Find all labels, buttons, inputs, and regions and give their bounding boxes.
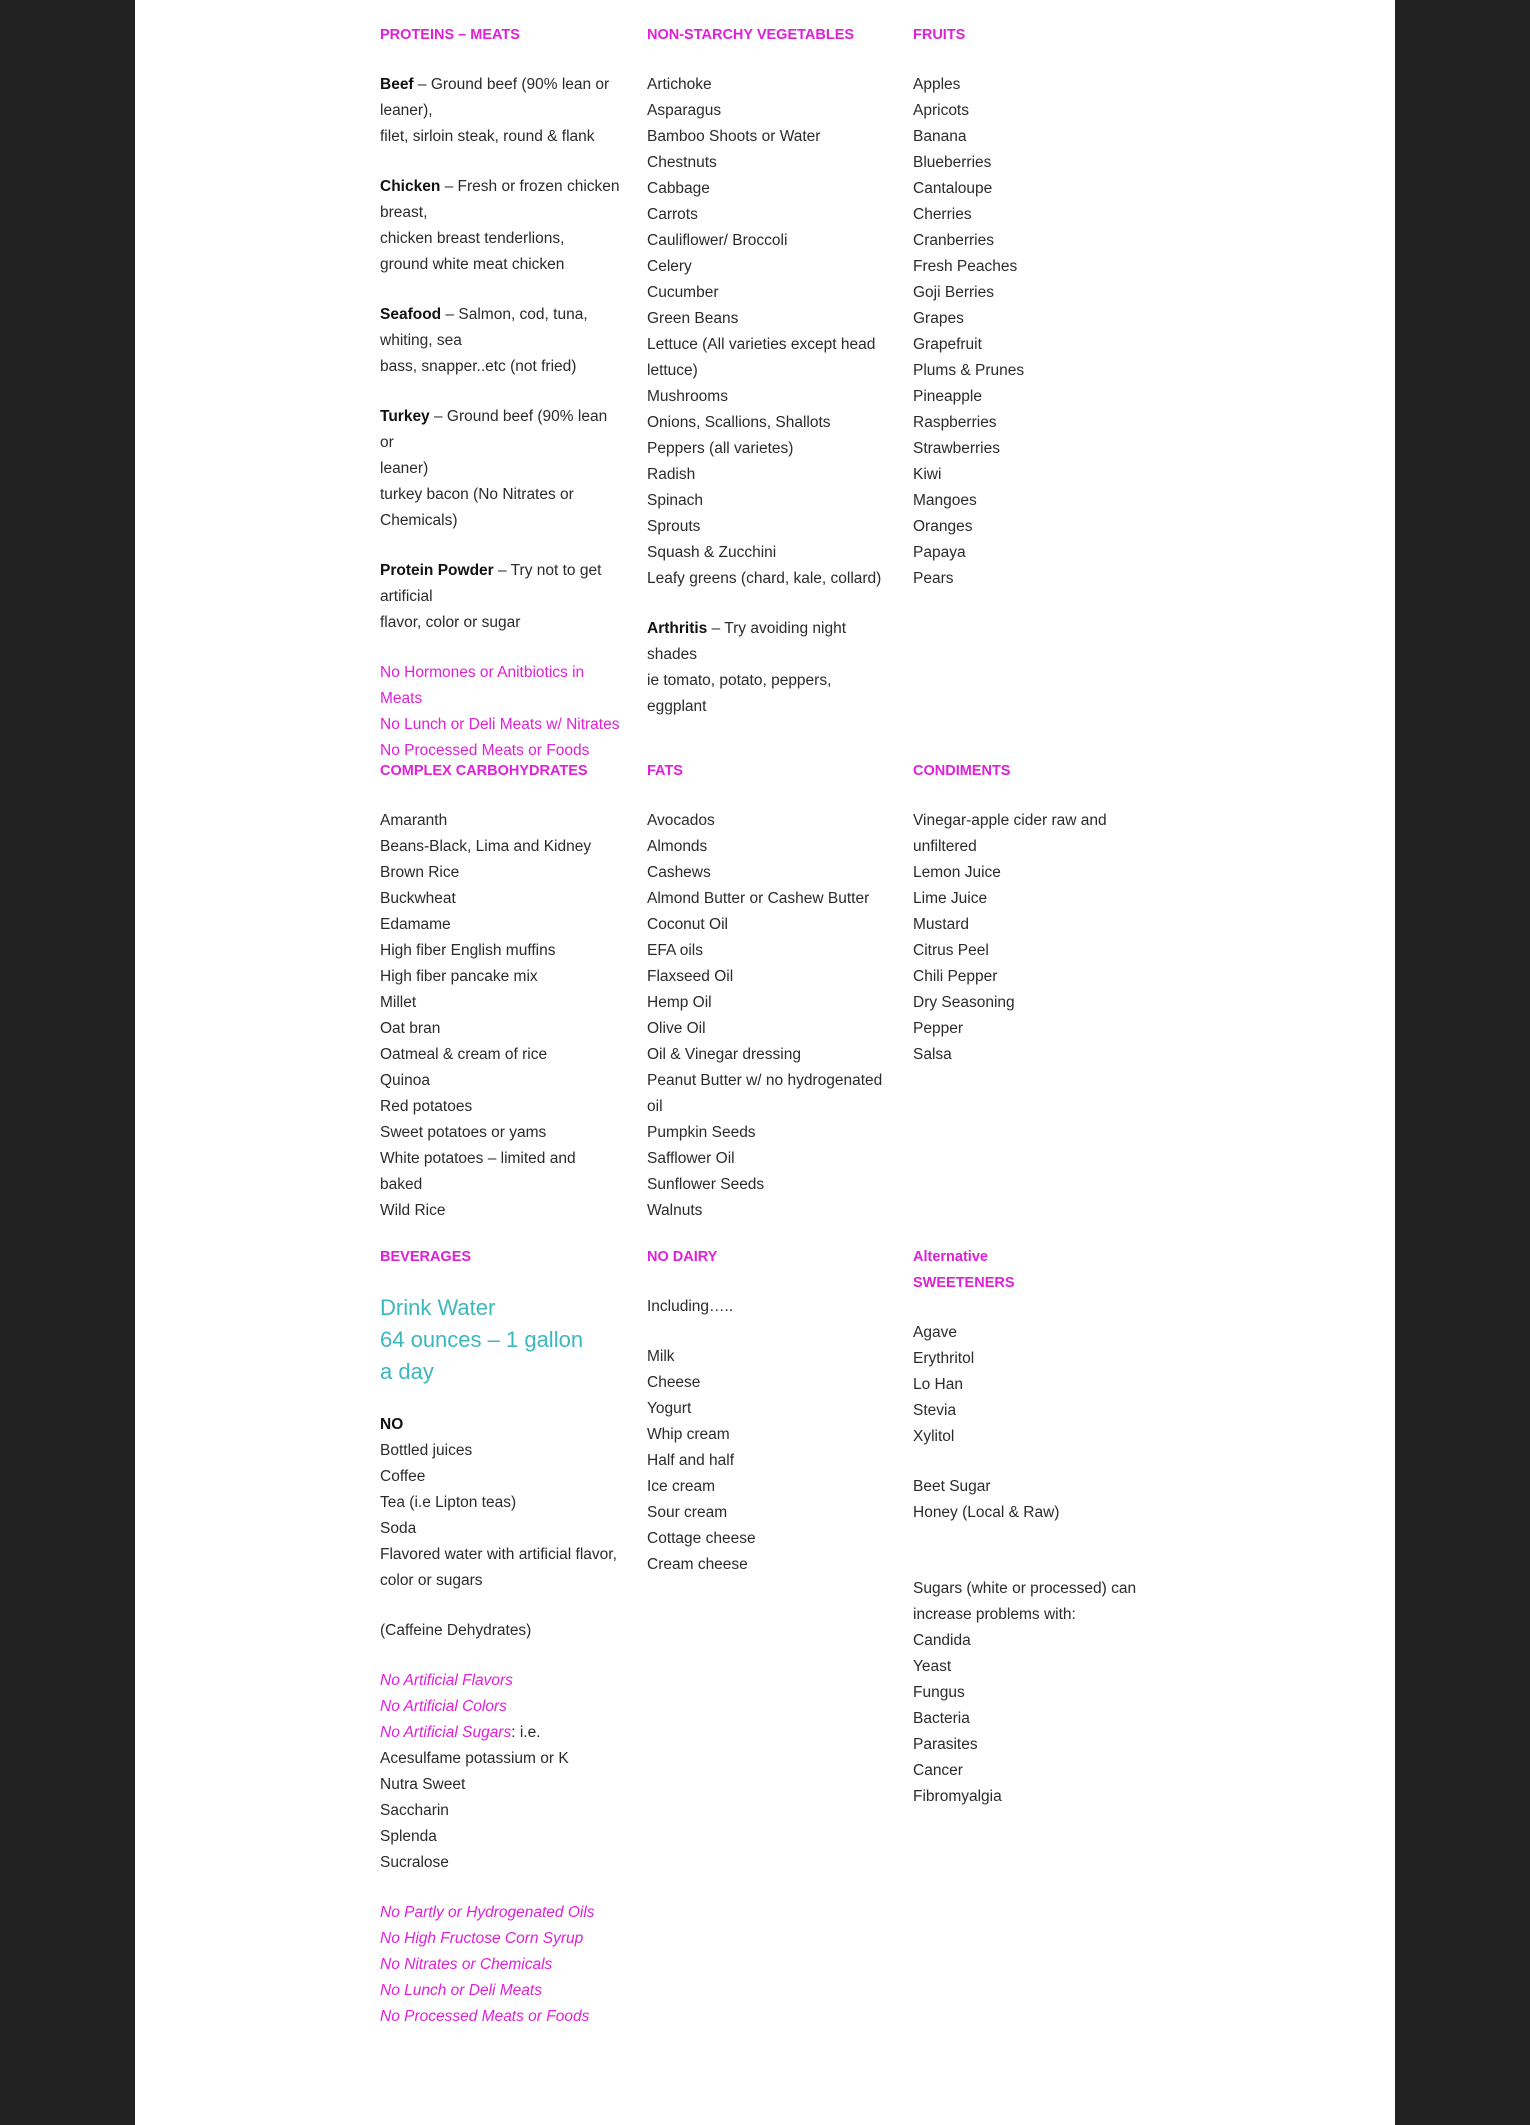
list-item: Asparagus (647, 102, 722, 119)
list-item: Splenda (380, 1828, 437, 1845)
fruits-heading: FRUITS (913, 27, 966, 43)
no-label: NO (380, 1416, 404, 1433)
list-item: Sucralose (380, 1854, 449, 1871)
list-item: Honey (Local & Raw) (913, 1504, 1060, 1521)
list-item: Dry Seasoning (913, 994, 1015, 1011)
final-note: No Partly or Hydrogenated Oils (380, 1904, 595, 1921)
protein-desc: artificial (380, 588, 433, 605)
list-item: Beet Sugar (913, 1478, 991, 1495)
list-item: Fungus (913, 1684, 965, 1701)
list-item: Safflower Oil (647, 1150, 735, 1167)
protein-name: Seafood (380, 306, 442, 323)
list-item: Yogurt (647, 1400, 692, 1417)
list-item: Cucumber (647, 284, 719, 301)
list-item: Amaranth (380, 812, 448, 829)
list-item: Lettuce (All varieties except head (647, 336, 876, 353)
vegetables-list (647, 72, 887, 592)
list-item: Bamboo Shoots or Water Chestnuts (647, 128, 821, 171)
list-item: High fiber English muffins (380, 942, 556, 959)
protein-desc: ground white meat chicken (380, 256, 565, 273)
protein-desc: bass, snapper..etc (not fried) (380, 358, 577, 375)
list-item: Bottled juices (380, 1442, 473, 1459)
list-item: Cranberries (913, 232, 994, 249)
list-item: Lime Juice (913, 890, 988, 907)
list-item: Oatmeal & cream of rice (380, 1046, 548, 1063)
protein-note: No Lunch or Deli Meats w/ Nitrates (380, 716, 620, 733)
list-item: White potatoes – limited and baked (380, 1150, 576, 1193)
list-item: Oil & Vinegar dressing (647, 1046, 801, 1063)
protein-desc: – Salmon, cod, tuna, (441, 306, 588, 323)
list-item: Apricots (913, 102, 969, 119)
caffeine-note (380, 1618, 620, 1644)
list-item: Cherries (913, 206, 972, 223)
list-item: Apples (913, 76, 961, 93)
fats-heading: FATS (647, 763, 683, 779)
protein-item-chicken (380, 174, 620, 278)
list-item: Tea (i.e Lipton teas) (380, 1494, 517, 1511)
caffeine-text: (Caffeine Dehydrates) (380, 1622, 532, 1639)
list-item: Parasites (913, 1736, 978, 1753)
protein-desc: leaner) (380, 460, 429, 477)
protein-note: No Hormones or Anitbiotics in (380, 664, 585, 681)
list-item: Strawberries (913, 440, 1000, 457)
arthritis-desc: ie tomato, potato, peppers, (647, 672, 832, 689)
list-item: Candida (913, 1632, 971, 1649)
protein-name: Beef (380, 76, 414, 93)
list-item: Quinoa (380, 1072, 430, 1089)
protein-item-seafood (380, 302, 620, 380)
list-item: Cheese (647, 1374, 701, 1391)
dairy-section (647, 1244, 887, 1578)
arthritis-label: Arthritis (647, 620, 708, 637)
list-item: Green Beans (647, 310, 739, 327)
final-note: No Lunch or Deli Meats (380, 1982, 542, 1999)
list-item: lettuce) (647, 362, 698, 379)
list-item: Carrots (647, 206, 698, 223)
list-item: Olive Oil (647, 1020, 706, 1037)
list-item: Millet (380, 994, 417, 1011)
list-item: Sour cream (647, 1504, 728, 1521)
protein-desc: chicken breast tenderlions, (380, 230, 565, 247)
sweeteners-section (913, 1244, 1143, 1810)
carbs-heading: COMPLEX CARBOHYDRATES (380, 763, 588, 779)
list-item: Half and half (647, 1452, 735, 1469)
sugar-warning (913, 1576, 1143, 1810)
list-item: Leafy greens (chard, kale, collard) (647, 570, 882, 587)
protein-item-turkey (380, 404, 620, 534)
fats-list (647, 808, 887, 1224)
list-item: Coffee (380, 1468, 426, 1485)
fruits-list (913, 72, 1143, 592)
list-item: Goji Berries (913, 284, 994, 301)
artificial-note: No Artificial Colors (380, 1698, 507, 1715)
protein-name: Turkey (380, 408, 430, 425)
protein-item-powder (380, 558, 620, 636)
list-item: Fibromyalgia (913, 1788, 1002, 1805)
list-item: oil (647, 1098, 663, 1115)
arthritis-desc: – Try avoiding night (707, 620, 847, 637)
list-item: Cream cheese (647, 1556, 748, 1573)
list-item: Wild Rice (380, 1202, 446, 1219)
list-item: Stevia (913, 1402, 957, 1419)
list-item: Raspberries (913, 414, 997, 431)
dairy-heading: NO DAIRY (647, 1249, 718, 1265)
dairy-intro: Including….. (647, 1298, 734, 1315)
artificial-note: No Artificial Flavors (380, 1672, 513, 1689)
list-item: Acesulfame potassium or K (380, 1750, 569, 1767)
list-item: Coconut Oil (647, 916, 728, 933)
protein-item-beef (380, 72, 620, 150)
list-item: Edamame (380, 916, 451, 933)
list-item: Whip cream (647, 1426, 730, 1443)
list-item: Grapefruit (913, 336, 982, 353)
beverages-heading: BEVERAGES (380, 1249, 472, 1265)
list-item: Pineapple (913, 388, 982, 405)
condiments-list (913, 808, 1143, 1068)
arthritis-note (647, 616, 887, 720)
artificial-sugars-suffix: : i.e. (511, 1724, 541, 1741)
water-line: 64 ounces – 1 gallon (380, 1327, 584, 1352)
water-line: a day (380, 1359, 434, 1384)
protein-desc: breast, (380, 204, 428, 221)
list-item: Beans-Black, Lima and Kidney (380, 838, 592, 855)
protein-desc: – Ground beef (90% lean or (380, 408, 608, 451)
list-item: Avocados (647, 812, 715, 829)
list-item: Pumpkin Seeds (647, 1124, 756, 1141)
list-item: Cabbage (647, 180, 710, 197)
protein-desc: – Fresh or frozen chicken (440, 178, 620, 195)
list-item: Xylitol (913, 1428, 955, 1445)
protein-desc: whiting, sea (380, 332, 462, 349)
list-item: Buckwheat (380, 890, 456, 907)
water-callout (380, 1292, 620, 1388)
list-item: Cancer (913, 1762, 963, 1779)
list-item: Flavored water with artificial flavor, (380, 1546, 617, 1563)
list-item: Salsa (913, 1046, 952, 1063)
list-item: Cashews (647, 864, 711, 881)
list-item: Papaya (913, 544, 966, 561)
list-item: Milk (647, 1348, 675, 1365)
list-item: Sunflower Seeds (647, 1176, 765, 1193)
artificial-list (380, 1668, 620, 1876)
list-item: Almonds (647, 838, 708, 855)
water-line: Drink Water (380, 1295, 496, 1320)
warning-text: Sugars (white or processed) can (913, 1580, 1137, 1597)
list-item: Peanut Butter w/ no hydrogenated (647, 1072, 883, 1089)
protein-name: Protein Powder (380, 562, 494, 579)
vegetables-section (647, 22, 887, 720)
list-item: Oranges (913, 518, 973, 535)
list-item: Vinegar-apple cider raw and (913, 812, 1107, 829)
list-item: Red potatoes (380, 1098, 473, 1115)
final-note: No High Fructose Corn Syrup (380, 1930, 584, 1947)
list-item: unfiltered (913, 838, 977, 855)
list-item: Spinach (647, 492, 704, 509)
list-item: Sprouts (647, 518, 701, 535)
list-item: Cauliflower/ Broccoli (647, 232, 788, 249)
list-item: High fiber pancake mix (380, 968, 538, 985)
list-item: Flaxseed Oil (647, 968, 734, 985)
list-item: Chili Pepper (913, 968, 998, 985)
protein-desc: – Ground beef (90% lean or (413, 76, 610, 93)
protein-note: Meats (380, 690, 423, 707)
sweeteners-heading (913, 1244, 1143, 1296)
list-item: Yeast (913, 1658, 952, 1675)
protein-desc: Chemicals) (380, 512, 458, 529)
list-item: Soda (380, 1520, 417, 1537)
list-item: Peppers (all varietes) (647, 440, 794, 457)
list-item: Cottage cheese (647, 1530, 756, 1547)
list-item: Cantaloupe (913, 180, 993, 197)
arthritis-desc: shades (647, 646, 697, 663)
list-item: Agave (913, 1324, 957, 1341)
list-item: Oat bran (380, 1020, 441, 1037)
sweeteners-list-2 (913, 1474, 1143, 1526)
warning-text: increase problems with: (913, 1606, 1076, 1623)
list-item: Ice cream (647, 1478, 716, 1495)
list-item: Blueberries (913, 154, 992, 171)
list-item: Plums & Prunes (913, 362, 1025, 379)
list-item: Fresh Peaches (913, 258, 1018, 275)
protein-desc: filet, sirloin steak, round & flank (380, 128, 595, 145)
condiments-heading: CONDIMENTS (913, 763, 1011, 779)
list-item: Hemp Oil (647, 994, 712, 1011)
list-item: Mangoes (913, 492, 977, 509)
artificial-sugars-label: No Artificial Sugars (380, 1724, 512, 1741)
list-item: Squash & Zucchini (647, 544, 777, 561)
list-item: EFA oils (647, 942, 703, 959)
proteins-heading: PROTEINS – MEATS (380, 27, 520, 43)
final-note: No Nitrates or Chemicals (380, 1956, 553, 1973)
condiments-section (913, 758, 1143, 1068)
list-item: Pepper (913, 1020, 963, 1037)
protein-name: Chicken (380, 178, 441, 195)
protein-desc: flavor, color or sugar (380, 614, 521, 631)
list-item: Artichoke (647, 76, 712, 93)
list-item: Banana (913, 128, 967, 145)
list-item: Onions, Scallions, Shallots (647, 414, 831, 431)
dairy-list (647, 1344, 887, 1578)
final-notes (380, 1900, 620, 2030)
list-item: Erythritol (913, 1350, 975, 1367)
fats-section (647, 758, 887, 1224)
list-item: Citrus Peel (913, 942, 989, 959)
protein-desc: – Try not to get (493, 562, 602, 579)
list-item: Saccharin (380, 1802, 449, 1819)
proteins-section (380, 22, 620, 764)
sweeteners-heading-line: SWEETENERS (913, 1275, 1015, 1291)
list-item: Sweet potatoes or yams (380, 1124, 547, 1141)
list-item: Mustard (913, 916, 969, 933)
list-item: color or sugars (380, 1572, 483, 1589)
list-item: Brown Rice (380, 864, 460, 881)
arthritis-desc: eggplant (647, 698, 707, 715)
list-item: Celery (647, 258, 692, 275)
beverages-no-list (380, 1412, 620, 1594)
fruits-section (913, 22, 1143, 592)
carbs-list (380, 808, 620, 1224)
list-item: Kiwi (913, 466, 942, 483)
protein-desc: turkey bacon (No Nitrates or (380, 486, 574, 503)
list-item: Almond Butter or Cashew Butter (647, 890, 870, 907)
carbs-section (380, 758, 620, 1224)
list-item: Lemon Juice (913, 864, 1001, 881)
list-item: Nutra Sweet (380, 1776, 466, 1793)
beverages-section (380, 1244, 620, 2030)
list-item: Pears (913, 570, 954, 587)
sweeteners-heading-line: Alternative (913, 1249, 988, 1265)
vegetables-heading: NON-STARCHY VEGETABLES (647, 27, 855, 43)
protein-notes (380, 660, 620, 764)
list-item: Radish (647, 466, 696, 483)
protein-desc: leaner), (380, 102, 433, 119)
final-note: No Processed Meats or Foods (380, 2008, 590, 2025)
protein-note: No Processed Meats or Foods (380, 742, 590, 759)
sweeteners-list (913, 1320, 1143, 1450)
list-item: Bacteria (913, 1710, 970, 1727)
list-item: Mushrooms (647, 388, 728, 405)
list-item: Grapes (913, 310, 964, 327)
list-item: Walnuts (647, 1202, 703, 1219)
list-item: Lo Han (913, 1376, 963, 1393)
